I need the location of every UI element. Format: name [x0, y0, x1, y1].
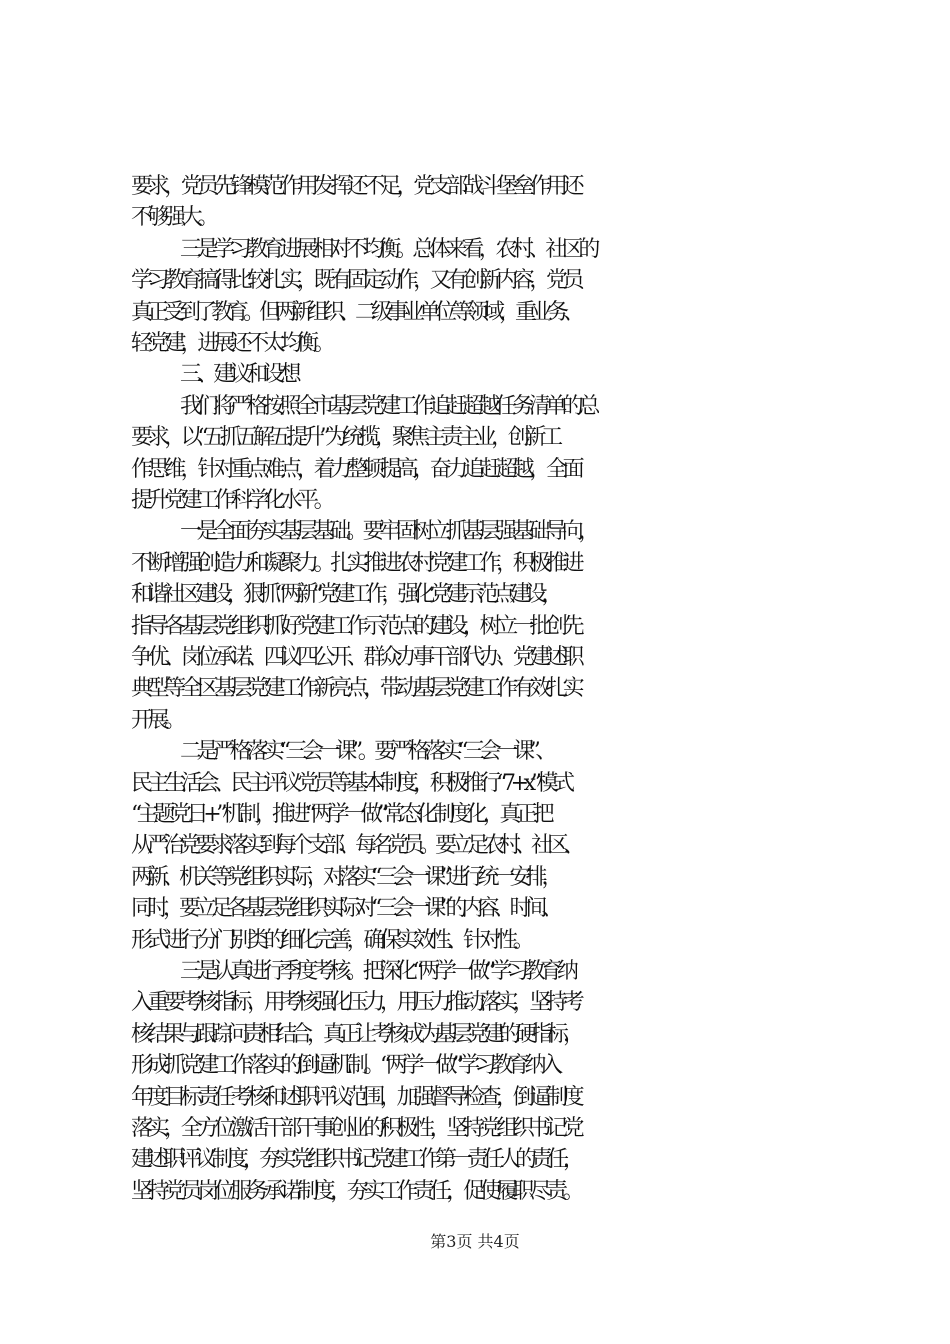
- text-line: 形式进行分门别类的细化完善，确保实效性、针对性。: [131, 927, 530, 953]
- text-line: 从严治党要求落实到每个支部、每名党员。要立足农村、社区、: [131, 833, 580, 859]
- text-line: 落实，全方位激活干部干事创业的积极性，坚持党组织书记党: [131, 1116, 580, 1141]
- text-line: 学习教育搞得比较扎实，既有固定动作，又有创新内容，党员: [131, 268, 580, 294]
- text-line: 民主生活会、民主评议党员等基本制度，积极推行“7+x”模式: [131, 770, 570, 796]
- text-line: 三是学习教育进展相对不均衡。总体来看，农村、社区的: [180, 236, 596, 262]
- text-line: 轻党建，进展还不太均衡。: [131, 331, 331, 356]
- text-line: 二是严格落实“三会一课”。要严格落实“三会一课”、: [180, 739, 552, 765]
- text-line: 核结果与跟踪问责相结合，真正让考核成为基层党建的硬指标，: [131, 1021, 580, 1047]
- text-line: 作思维，针对重点难点，着力整顿提高，奋力追赶超越，全面: [131, 456, 580, 482]
- text-line: 两新、机关等党组织实际，对落实“三会一课”进行统一安排，: [131, 864, 558, 890]
- text-line: 建述职评议制度，夯实党组织书记党建工作第一责任人的责任，: [131, 1147, 580, 1173]
- text-line: 真正受到了教育。但两新组织、二级事业单位等领域，重业务、: [131, 299, 580, 325]
- text-line: 不断增强创造力和凝聚力。扎实推进农村党建工作，积极推进: [131, 550, 580, 576]
- text-line: 年度目标责任考核和述职评议范围，加强督导检查，倒逼制度: [131, 1084, 580, 1110]
- text-line: 同时，要立足各基层党组织实际对“三会一课”的内容、时间、: [131, 896, 558, 922]
- text-line: 我们将严格按照全市基层党建工作追赶超越任务清单的总: [180, 393, 596, 419]
- text-line: 要求，党员先锋模范作用发挥还不足，党支部战斗堡垒作用还: [131, 174, 580, 199]
- text-line: 典型等全区基层党建工作新亮点，带动基层党建工作有效扎实: [131, 676, 580, 702]
- text-line: 开展。: [131, 707, 181, 733]
- text-line: “主题党日+”机制，推进“两学一做”常态化制度化，真正把: [131, 802, 550, 827]
- text-line: 不够强大。: [131, 205, 215, 231]
- text-line: 入重要考核指标，用考核强化压力，用压力推动落实，坚持考: [131, 990, 580, 1016]
- text-line: 形成抓党建工作落实的倒逼机制。“两学一做”学习教育纳入: [131, 1053, 558, 1079]
- page-footer: 第3页 共4页: [430, 1232, 520, 1251]
- text-line: 和谐社区建设，狠抓“两新”党建工作，强化党建示范点建设，: [131, 582, 558, 608]
- section-heading: 三、建议和设想: [180, 362, 297, 388]
- text-line: 提升党建工作科学化水平。: [131, 488, 331, 513]
- text-line: 三是认真进行季度考核。把深化“两学一做”学习教育纳: [180, 959, 574, 984]
- text-line: 指导各基层党组织抓好党建工作示范点的建设，树立一批创先: [131, 613, 580, 639]
- text-line: 坚持党员岗位服务承诺制度，夯实工作责任，促使履职尽责。: [131, 1178, 580, 1204]
- text-line: 争优、岗位承诺、四议四公开、群众办事干部代办、党建述职: [131, 645, 580, 670]
- text-line: 要求，以“五抓五解五提升”为统揽，聚焦主责主业，创新工: [131, 425, 558, 451]
- text-line: 一是全面夯实基层基础。要牢固树立抓基层强基础导向，: [180, 519, 596, 545]
